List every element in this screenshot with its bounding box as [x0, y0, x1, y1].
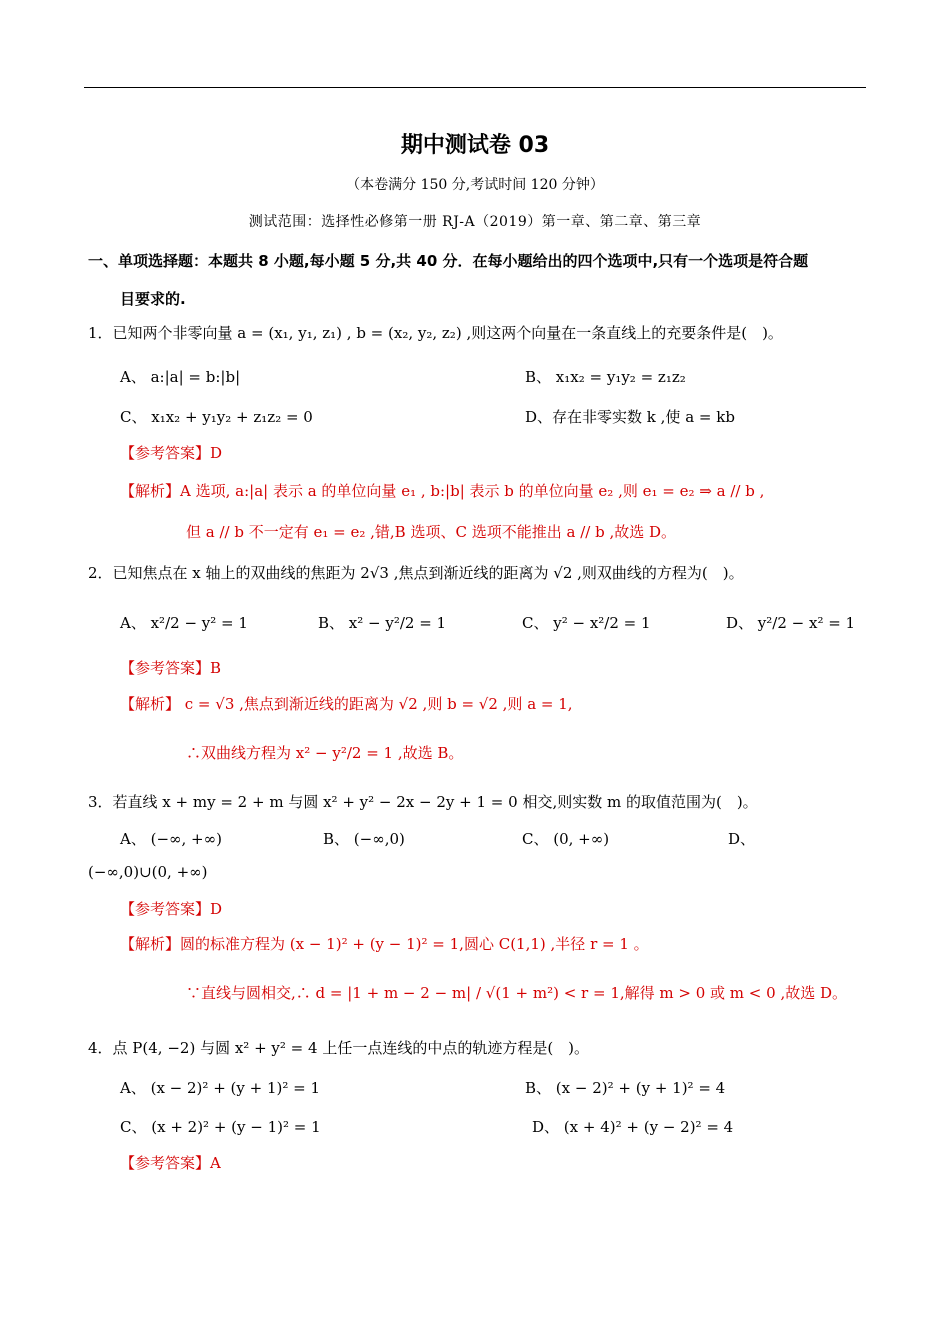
q2-analysis-line1: 【解析】 c = √3 ,焦点到渐近线的距离为 √2 ,则 b = √2 ,则 a = 1,: [120, 695, 573, 713]
q1-option-a: A、 a:|a| = b:|b|: [120, 368, 241, 386]
q4-option-c: C、 (x + 2)² + (y − 1)² = 1: [120, 1118, 321, 1136]
q3-answer: 【参考答案】D: [120, 900, 223, 918]
q3-option-d: (−∞,0)∪(0, +∞): [88, 863, 208, 881]
q2-option-d: D、 y²/2 − x² = 1: [726, 614, 856, 632]
question-1-stem: 1．已知两个非零向量 a = (x₁, y₁, z₁) , b = (x₂, y₂, z₂) ,则这两个向量在一条直线上的充要条件是( )。: [88, 324, 783, 342]
q2-option-a: A、 x²/2 − y² = 1: [120, 614, 248, 632]
q3-option-c: C、 (0, +∞): [522, 830, 610, 848]
q1-analysis-line2: 但 a // b 不一定有 e₁ = e₂ ,错,B 选项、C 选项不能推出 a // b ,故选 D。: [186, 523, 677, 541]
q1-option-d: D、存在非零实数 k ,使 a = kb: [525, 408, 735, 426]
q3-option-a: A、 (−∞, +∞): [120, 830, 222, 848]
q4-answer: 【参考答案】A: [120, 1154, 221, 1172]
page-title: 期中测试卷 03: [400, 133, 550, 158]
q1-analysis-line1: 【解析】A 选项, a:|a| 表示 a 的单位向量 e₁ , b:|b| 表示 b 的单位向量 e₂ ,则 e₁ = e₂ ⇒ a // b ,: [120, 482, 765, 500]
test-scope: 测试范围：选择性必修第一册 RJ-A（2019）第一章、第二章、第三章: [248, 214, 702, 230]
q1-answer: 【参考答案】D: [120, 444, 223, 462]
q3-option-b: B、 (−∞,0): [323, 830, 405, 848]
question-2-stem: 2．已知焦点在 x 轴上的双曲线的焦距为 2√3 ,焦点到渐近线的距离为 √2 ,则双曲线的方程为( )。: [88, 564, 744, 582]
q3-analysis-line1: 【解析】圆的标准方程为 (x − 1)² + (y − 1)² = 1,圆心 C(1,1) ,半径 r = 1 。: [120, 935, 649, 953]
question-3-stem: 3．若直线 x + my = 2 + m 与圆 x² + y² − 2x − 2y + 1 = 0 相交,则实数 m 的取值范围为( )。: [88, 793, 758, 811]
q4-option-b: B、 (x − 2)² + (y + 1)² = 4: [525, 1079, 726, 1097]
q4-option-a: A、 (x − 2)² + (y + 1)² = 1: [120, 1079, 321, 1097]
q2-option-b: B、 x² − y²/2 = 1: [318, 614, 447, 632]
q1-option-c: C、 x₁x₂ + y₁y₂ + z₁z₂ = 0: [120, 408, 313, 426]
exam-info: （本卷满分 150 分,考试时间 120 分钟）: [346, 177, 604, 193]
section-heading: 一、单项选择题：本题共 8 小题,每小题 5 分,共 40 分．在每小题给出的四个选项中,只有一个选项是符合题: [88, 252, 809, 270]
header-rule: [84, 87, 866, 88]
q1-option-b: B、 x₁x₂ = y₁y₂ = z₁z₂: [525, 368, 686, 386]
q2-option-c: C、 y² − x²/2 = 1: [522, 614, 651, 632]
q2-answer: 【参考答案】B: [120, 659, 222, 677]
q3-analysis-line2: ∵直线与圆相交,∴ d = |1 + m − 2 − m| / √(1 + m²) < r = 1,解得 m > 0 或 m < 0 ,故选 D。: [186, 984, 848, 1002]
q3-option-d-label: D、: [728, 830, 756, 848]
q2-analysis-line2: ∴双曲线方程为 x² − y²/2 = 1 ,故选 B。: [186, 744, 464, 762]
q4-option-d: D、 (x + 4)² + (y − 2)² = 4: [532, 1118, 734, 1136]
section-heading-cont: 目要求的.: [120, 290, 186, 308]
question-4-stem: 4．点 P(4, −2) 与圆 x² + y² = 4 上任一点连线的中点的轨迹方程是( )。: [88, 1039, 590, 1057]
